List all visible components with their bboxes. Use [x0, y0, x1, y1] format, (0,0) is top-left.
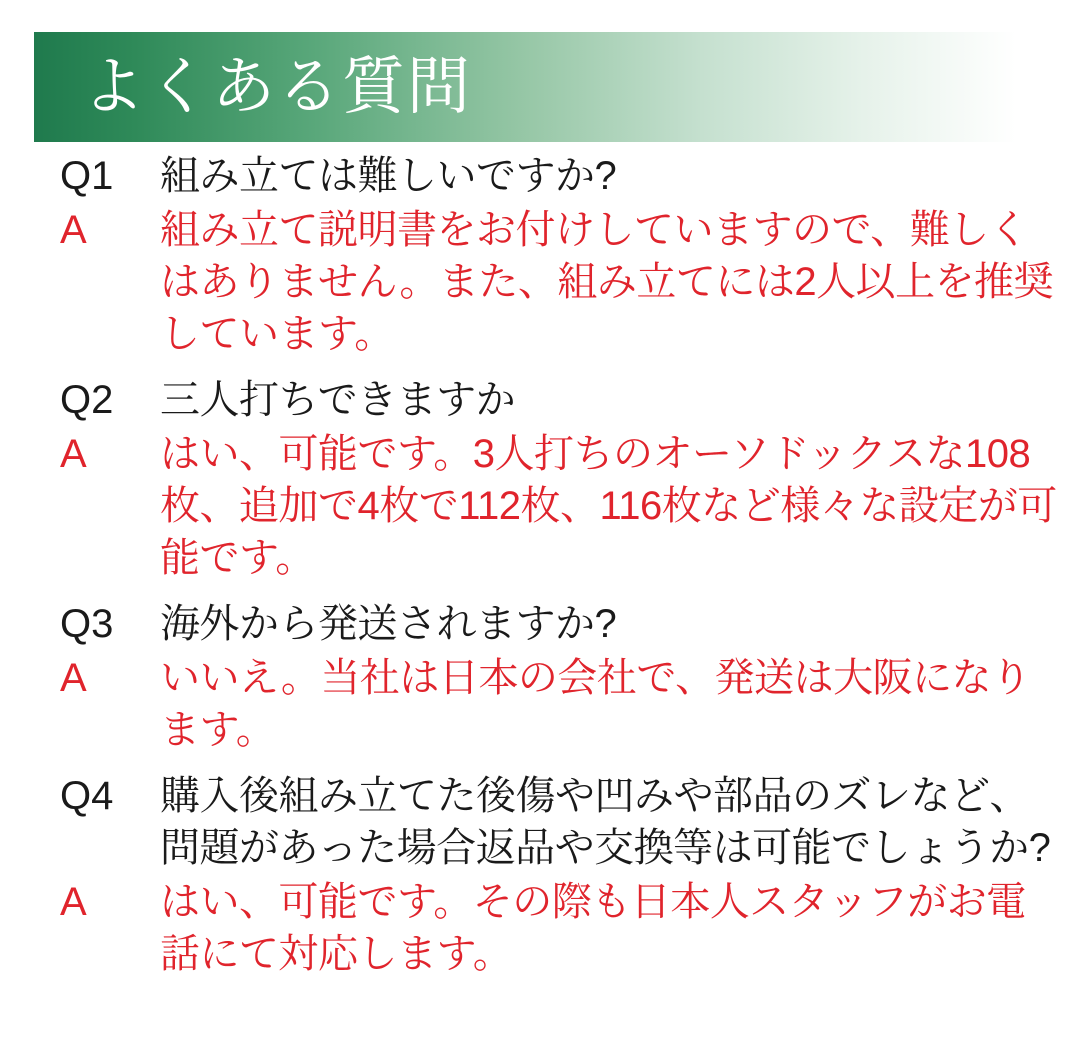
faq-question-row: [60, 598, 1060, 650]
answer-text: いいえ。当社は日本の会社で、発送は大阪になります。: [160, 656, 1031, 752]
faq-answer-row: [60, 204, 1060, 360]
faq-item: [60, 770, 1060, 980]
answer-label: A: [60, 208, 87, 252]
faq-answer-row: [60, 652, 1060, 756]
faq-answer-row: [60, 428, 1060, 584]
faq-answer-row: [60, 876, 1060, 980]
question-label: Q3: [60, 602, 114, 646]
answer-text: 組み立て説明書をお付けしていますので、難しくはありません。また、組み立てには2人以上を推奨しています。: [160, 208, 1054, 356]
question-text: 三人打ちできますか: [160, 378, 516, 422]
answer-label: A: [60, 432, 87, 476]
faq-item: [60, 598, 1060, 756]
faq-item: [60, 150, 1060, 360]
faq-header-banner: [34, 32, 1046, 142]
question-label: Q4: [60, 774, 114, 818]
answer-text: はい、可能です。3人打ちのオーソドックスな108枚、追加で4枚で112枚、116枚など様々な設定が可能です。: [160, 432, 1057, 580]
question-text: 海外から発送されますか?: [160, 602, 617, 646]
page-title: よくある質問: [82, 51, 472, 122]
answer-label: A: [60, 880, 87, 924]
faq-list: [60, 150, 1060, 982]
faq-question-row: [60, 374, 1060, 426]
question-text: 購入後組み立てた後傷や凹みや部品のズレなど、問題があった場合返品や交換等は可能でしょうか?: [160, 774, 1051, 870]
question-label: Q2: [60, 378, 114, 422]
faq-item: [60, 374, 1060, 584]
answer-text: はい、可能です。その際も日本人スタッフがお電話にて対応します。: [160, 880, 1026, 976]
faq-question-row: [60, 770, 1060, 874]
question-label: Q1: [60, 154, 114, 198]
faq-question-row: [60, 150, 1060, 202]
question-text: 組み立ては難しいですか?: [160, 154, 617, 198]
answer-label: A: [60, 656, 87, 700]
